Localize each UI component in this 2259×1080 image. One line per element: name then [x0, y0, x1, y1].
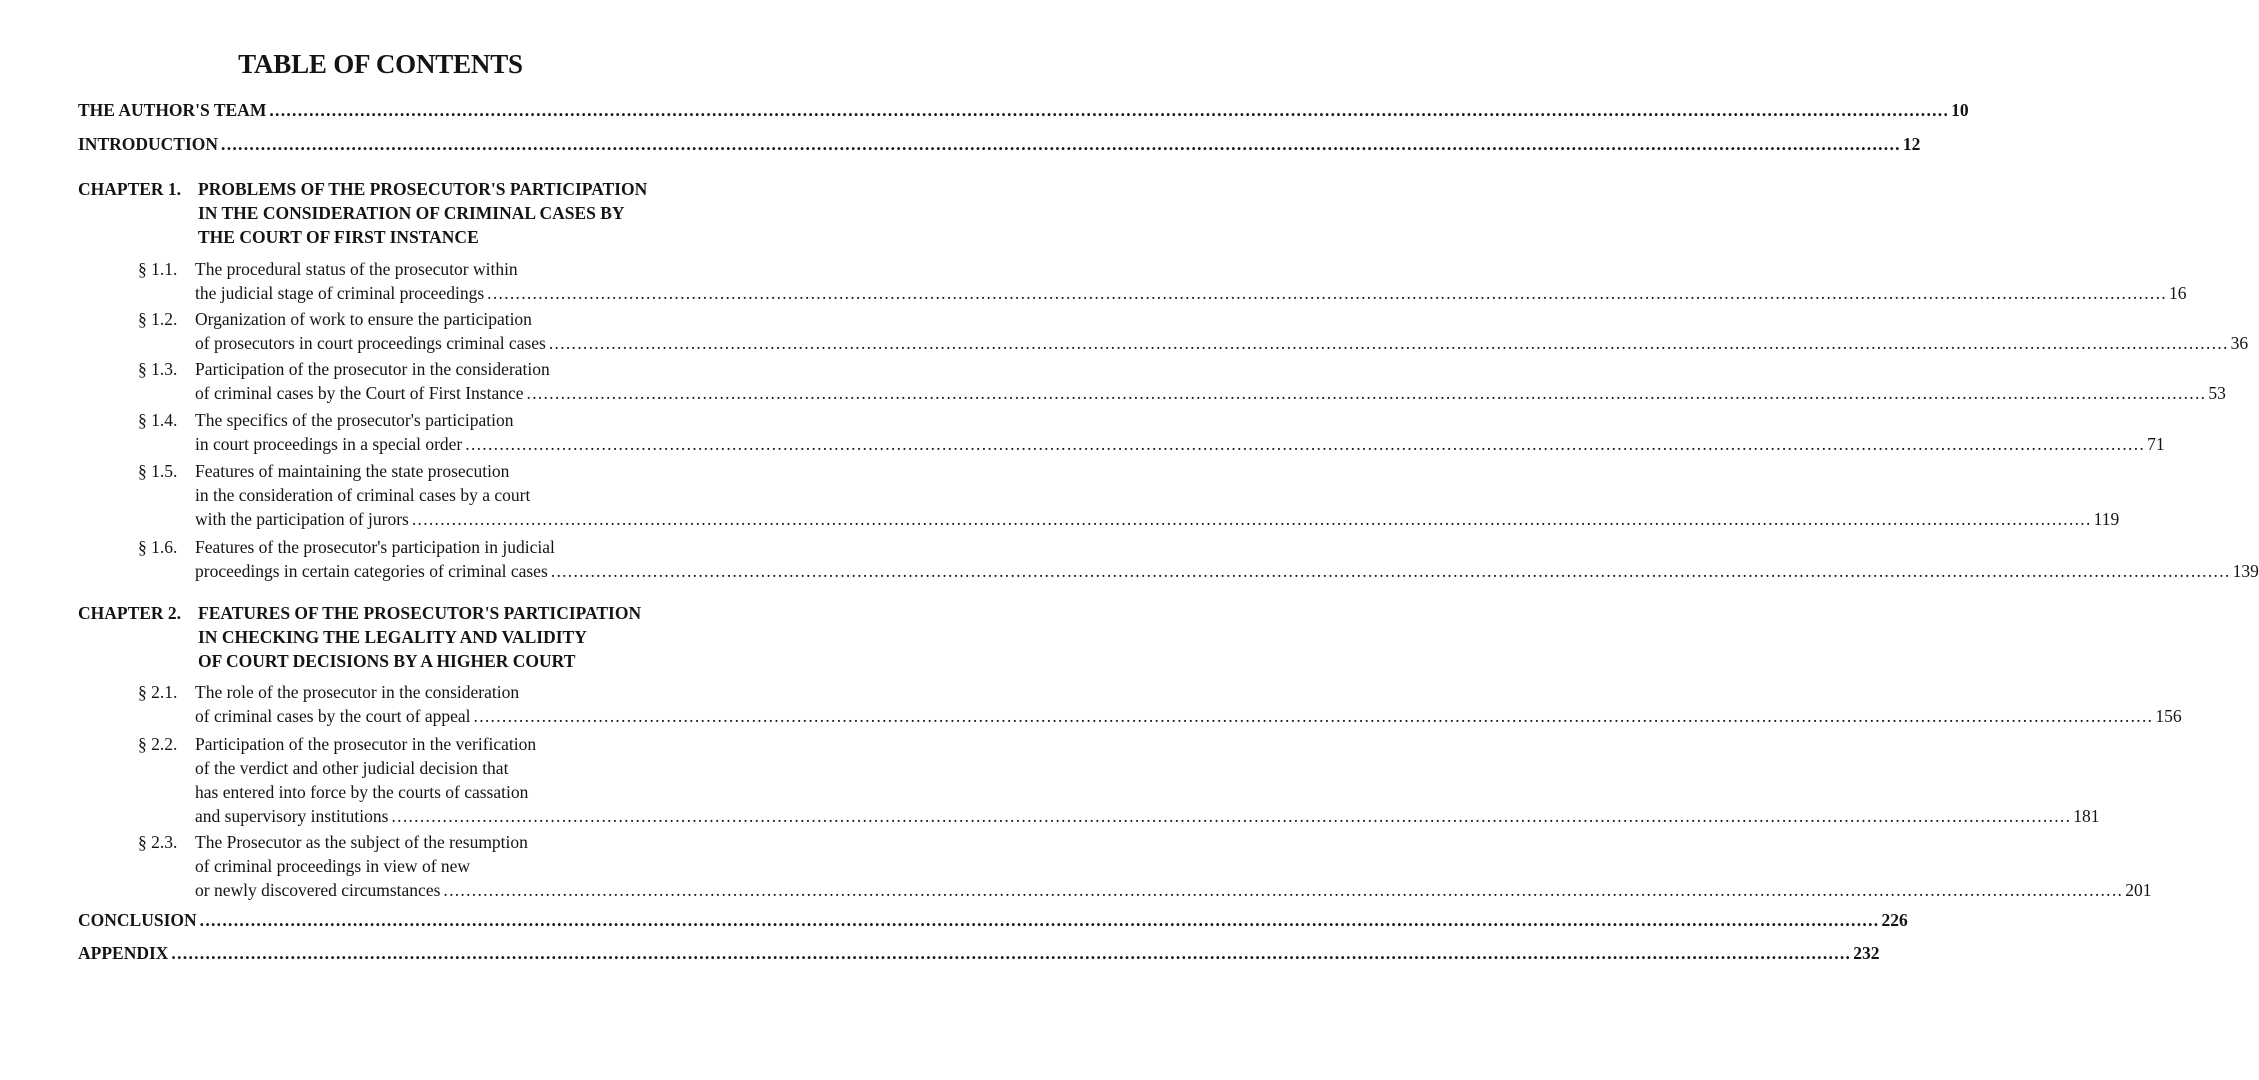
- entry-label: INTRODUCTION: [78, 134, 219, 154]
- dot-leader: [474, 704, 2154, 728]
- chapter-label: CHAPTER 1.: [78, 179, 182, 199]
- dot-leader: [171, 941, 1851, 965]
- toc-entry-authors-team[interactable]: [78, 98, 1969, 122]
- dot-leader: [391, 804, 2071, 828]
- section-line: The specifics of the prosecutor's participation: [195, 410, 514, 430]
- section-number: § 1.6.: [138, 537, 178, 557]
- page-number: 12: [1902, 134, 1921, 154]
- page-number: 139: [2232, 561, 2259, 581]
- page-number: 119: [2093, 509, 2120, 529]
- toc-section-2-2[interactable]: [138, 732, 2100, 828]
- chapter-1-heading[interactable]: [78, 177, 684, 249]
- page-number: 53: [2208, 383, 2226, 403]
- section-number: § 1.1.: [138, 259, 178, 279]
- toc-section-1-6[interactable]: [138, 535, 2259, 583]
- section-line: in court proceedings in a special order: [195, 434, 463, 454]
- page-number: 226: [1881, 910, 1908, 930]
- chapter-title-line: FEATURES OF THE PROSECUTOR'S PARTICIPATION: [198, 603, 642, 623]
- dot-leader: [200, 908, 1880, 932]
- section-line: of criminal cases by the Court of First Instance: [195, 383, 524, 403]
- section-line: in the consideration of criminal cases by a court: [195, 485, 531, 505]
- section-number: § 1.2.: [138, 309, 178, 329]
- page-number: 232: [1853, 943, 1880, 963]
- section-line: of prosecutors in court proceedings criminal cases: [195, 333, 546, 353]
- chapter-label: CHAPTER 2.: [78, 603, 182, 623]
- section-line: The Prosecutor as the subject of the resumption: [195, 832, 528, 852]
- dot-leader: [443, 878, 2123, 902]
- dot-leader: [465, 432, 2145, 456]
- section-line: Features of maintaining the state prosecution: [195, 461, 510, 481]
- entry-label: APPENDIX: [78, 943, 169, 963]
- chapter-title-line: PROBLEMS OF THE PROSECUTOR'S PARTICIPATION: [198, 179, 648, 199]
- dot-leader: [412, 507, 2092, 531]
- toc-section-1-4[interactable]: [138, 408, 2165, 456]
- section-line: Features of the prosecutor's participation in judicial: [195, 537, 555, 557]
- section-line: Organization of work to ensure the participation: [195, 309, 532, 329]
- page-number: 201: [2125, 880, 2152, 900]
- section-line: of criminal cases by the court of appeal: [195, 706, 471, 726]
- section-line: has entered into force by the courts of cassation: [195, 782, 529, 802]
- page-number: 10: [1951, 100, 1969, 120]
- section-number: § 1.5.: [138, 461, 178, 481]
- toc-entry-introduction[interactable]: [78, 132, 1921, 156]
- section-line: Participation of the prosecutor in the verification: [195, 734, 537, 754]
- section-number: § 1.4.: [138, 410, 178, 430]
- section-line: The procedural status of the prosecutor within: [195, 259, 518, 279]
- page-number: 16: [2168, 283, 2187, 303]
- chapter-title-line: OF COURT DECISIONS BY A HIGHER COURT: [198, 651, 576, 671]
- page-number: 71: [2147, 434, 2165, 454]
- toc-section-1-3[interactable]: [138, 357, 2226, 405]
- page-number: 36: [2230, 333, 2249, 353]
- dot-leader: [221, 132, 1901, 156]
- section-number: § 2.3.: [138, 832, 178, 852]
- page-number: 156: [2155, 706, 2182, 726]
- section-line: of criminal proceedings in view of new: [195, 856, 471, 876]
- toc-section-2-1[interactable]: [138, 680, 2182, 728]
- toc-section-2-3[interactable]: [138, 830, 2152, 902]
- section-line: of the verdict and other judicial decision that: [195, 758, 509, 778]
- chapter-title-line: IN CHECKING THE LEGALITY AND VALIDITY: [198, 627, 587, 647]
- dot-leader: [527, 381, 2207, 405]
- section-number: § 2.1.: [138, 682, 178, 702]
- entry-label: CONCLUSION: [78, 910, 197, 930]
- toc-entry-appendix[interactable]: [78, 941, 1880, 965]
- toc-section-1-2[interactable]: [138, 307, 2249, 355]
- section-line: with the participation of jurors: [195, 509, 409, 529]
- page-number: 181: [2073, 806, 2100, 826]
- section-line: The role of the prosecutor in the consideration: [195, 682, 520, 702]
- toc-section-1-5[interactable]: [138, 459, 2120, 531]
- section-line: and supervisory institutions: [195, 806, 389, 826]
- dot-leader: [551, 559, 2231, 583]
- toc-section-1-1[interactable]: [138, 257, 2187, 305]
- toc-entry-conclusion[interactable]: [78, 908, 1908, 932]
- dot-leader: [487, 281, 2167, 305]
- chapter-2-heading[interactable]: [78, 601, 684, 673]
- section-number: § 2.2.: [138, 734, 178, 754]
- dot-leader: [269, 98, 1949, 122]
- section-line: Participation of the prosecutor in the consideration: [195, 359, 550, 379]
- dot-leader: [549, 331, 2229, 355]
- section-line: the judicial stage of criminal proceedings: [195, 283, 485, 303]
- section-number: § 1.3.: [138, 359, 178, 379]
- entry-label: THE AUTHOR'S TEAM: [78, 100, 267, 120]
- section-line: proceedings in certain categories of criminal cases: [195, 561, 548, 581]
- section-line: or newly discovered circumstances: [195, 880, 441, 900]
- page-title: TABLE OF CONTENTS: [238, 49, 523, 79]
- chapter-title-line: THE COURT OF FIRST INSTANCE: [198, 227, 479, 247]
- chapter-title-line: IN THE CONSIDERATION OF CRIMINAL CASES BY: [198, 203, 625, 223]
